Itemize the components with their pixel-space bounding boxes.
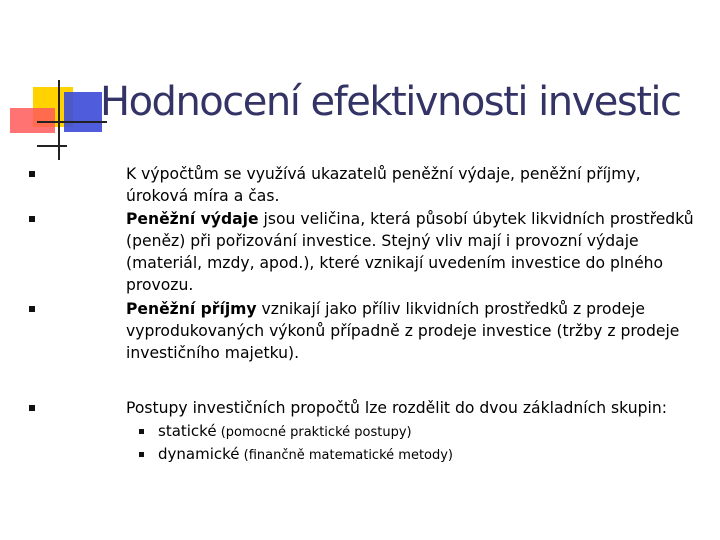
- bullet-2-rest: jsou veličina, která působí úbytek likvidních prostředků (peněz) při pořizování investice. Stejný vliv mají i provozní výdaje (materiál, mzdy, apod.), které vznikají uvedením investice do plného provozu.: [126, 210, 694, 294]
- slide-title: Hodnocení efektivnosti investic: [100, 79, 681, 125]
- bullet-3-rest: vznikají jako příliv likvidních prostředků z prodeje vyprodukovaných výkonů případně z prodeje investice (tržby z prodeje investičního majetku).: [126, 300, 680, 362]
- bullet-3-bold: Peněžní příjmy: [126, 300, 257, 318]
- sub-bullet-1-text: [158, 420, 412, 444]
- sub-bullet-2-term: dynamické: [158, 445, 240, 463]
- square-bullet-icon: [139, 429, 144, 434]
- bullet-3-text: [126, 298, 701, 364]
- sub-bullet-2-note: (finančně matematické metody): [239, 448, 454, 463]
- bullet-2-text: [126, 208, 701, 296]
- sub-bullet-1-term: statické: [158, 422, 217, 440]
- square-bullet-icon: [29, 171, 35, 177]
- decor-horizontal-line-short: [37, 145, 67, 147]
- sub-bullet-1-note: (pomocné praktické postupy): [216, 425, 412, 440]
- decor-vertical-line: [58, 80, 60, 160]
- decor-blue-square: [64, 92, 102, 132]
- square-bullet-icon: [139, 452, 144, 457]
- decor-horizontal-line: [37, 121, 107, 123]
- square-bullet-icon: [29, 405, 35, 411]
- bullet-1-text: K výpočtům se využívá ukazatelů peněžní výdaje, peněžní příjmy, úroková míra a čas.: [126, 165, 641, 205]
- bullet-4-text: Postupy investičních propočtů lze rozdělit do dvou základních skupin:: [126, 399, 667, 417]
- square-bullet-icon: [29, 216, 35, 222]
- bullet-2-bold: Peněžní výdaje: [126, 210, 259, 228]
- sub-bullet-2-text: [158, 443, 453, 467]
- square-bullet-icon: [29, 306, 35, 312]
